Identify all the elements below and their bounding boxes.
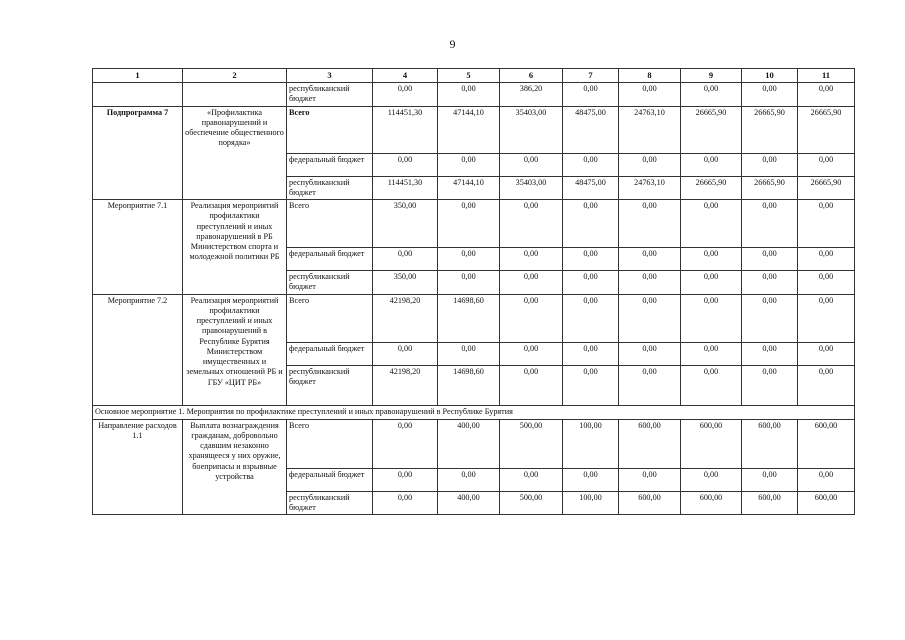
value-cell: 42198,20 (373, 365, 438, 405)
value-cell: 0,00 (798, 271, 855, 295)
table-row (93, 83, 855, 107)
value-cell: 600,00 (619, 419, 681, 468)
value-cell: 0,00 (563, 248, 619, 271)
value-cell: 0,00 (500, 248, 563, 271)
item-name: Мероприятие 7.1 (93, 200, 183, 295)
value-cell: 0,00 (742, 468, 798, 491)
value-cell: 0,00 (563, 153, 619, 176)
value-cell: 0,00 (681, 248, 742, 271)
item-description: «Профилактика правонарушений и обеспечение общественного порядка» (183, 106, 287, 200)
value-cell: 0,00 (619, 365, 681, 405)
value-cell: 0,00 (438, 200, 500, 248)
value-cell: 0,00 (619, 271, 681, 295)
value-cell: 0,00 (798, 83, 855, 107)
table-row (93, 294, 855, 342)
value-cell: 35403,00 (500, 106, 563, 153)
value-cell: 48475,00 (563, 106, 619, 153)
value-cell: 0,00 (438, 468, 500, 491)
value-cell: 0,00 (373, 491, 438, 515)
value-cell: 0,00 (500, 153, 563, 176)
value-cell: 0,00 (500, 365, 563, 405)
value-cell: 600,00 (619, 491, 681, 515)
funding-source: федеральный бюджет (287, 153, 373, 176)
column-header: 9 (681, 69, 742, 83)
value-cell: 24763,10 (619, 106, 681, 153)
value-cell: 0,00 (500, 200, 563, 248)
funding-source: Всего (287, 106, 373, 153)
value-cell: 0,00 (563, 294, 619, 342)
value-cell: 0,00 (500, 271, 563, 295)
value-cell: 400,00 (438, 419, 500, 468)
empty-cell (183, 83, 287, 107)
value-cell: 600,00 (798, 491, 855, 515)
value-cell: 24763,10 (619, 176, 681, 200)
value-cell: 26665,90 (798, 176, 855, 200)
value-cell: 42198,20 (373, 294, 438, 342)
value-cell: 0,00 (798, 468, 855, 491)
column-header: 6 (500, 69, 563, 83)
column-header: 4 (373, 69, 438, 83)
value-cell: 0,00 (742, 342, 798, 365)
value-cell: 386,20 (500, 83, 563, 107)
value-cell: 0,00 (563, 342, 619, 365)
value-cell: 0,00 (500, 468, 563, 491)
column-header: 7 (563, 69, 619, 83)
value-cell: 400,00 (438, 491, 500, 515)
value-cell: 26665,90 (681, 176, 742, 200)
value-cell: 0,00 (619, 294, 681, 342)
section-title-row (93, 405, 855, 419)
funding-source: республиканский бюджет (287, 271, 373, 295)
value-cell: 26665,90 (681, 106, 742, 153)
value-cell: 0,00 (742, 271, 798, 295)
page-number: 9 (449, 37, 456, 51)
value-cell: 0,00 (798, 365, 855, 405)
main-measure-title: Основное мероприятие 1. Мероприятия по профилактике преступлений и иных правонарушений в Республике Бурятия (93, 405, 855, 419)
value-cell: 0,00 (681, 468, 742, 491)
value-cell: 350,00 (373, 271, 438, 295)
item-description: Реализация мероприятий профилактики преступлений и иных правонарушений в РБ Министерством спорта и молодежной политики РБ (183, 200, 287, 295)
funding-source: Всего (287, 200, 373, 248)
value-cell: 0,00 (742, 200, 798, 248)
value-cell: 0,00 (438, 153, 500, 176)
value-cell: 0,00 (438, 342, 500, 365)
value-cell: 600,00 (681, 491, 742, 515)
value-cell: 0,00 (373, 342, 438, 365)
value-cell: 0,00 (681, 294, 742, 342)
column-header: 1 (93, 69, 183, 83)
value-cell: 0,00 (438, 83, 500, 107)
value-cell: 100,00 (563, 491, 619, 515)
table-row (93, 419, 855, 468)
value-cell: 0,00 (742, 153, 798, 176)
value-cell: 0,00 (798, 294, 855, 342)
value-cell: 48475,00 (563, 176, 619, 200)
column-header: 11 (798, 69, 855, 83)
item-description: Реализация мероприятий профилактики преступлений и иных правонарушений в Республике Бурятия Министерством имущественных и земельных отношений РБ и ГБУ «ЦИТ РБ» (183, 294, 287, 405)
value-cell: 0,00 (438, 271, 500, 295)
value-cell: 0,00 (373, 419, 438, 468)
value-cell: 47144,10 (438, 176, 500, 200)
value-cell: 0,00 (681, 271, 742, 295)
value-cell: 26665,90 (742, 176, 798, 200)
value-cell: 0,00 (500, 294, 563, 342)
funding-source: республиканский бюджет (287, 176, 373, 200)
value-cell: 0,00 (619, 468, 681, 491)
value-cell: 600,00 (742, 419, 798, 468)
value-cell: 600,00 (798, 419, 855, 468)
value-cell: 0,00 (563, 365, 619, 405)
item-name: Мероприятие 7.2 (93, 294, 183, 405)
funding-source: республиканский бюджет (287, 365, 373, 405)
value-cell: 0,00 (373, 83, 438, 107)
value-cell: 0,00 (681, 365, 742, 405)
value-cell: 14698,60 (438, 365, 500, 405)
value-cell: 0,00 (563, 83, 619, 107)
column-header: 2 (183, 69, 287, 83)
value-cell: 0,00 (798, 200, 855, 248)
column-header: 8 (619, 69, 681, 83)
value-cell: 0,00 (619, 83, 681, 107)
table-header-row (93, 69, 855, 83)
budget-table (92, 68, 855, 515)
funding-source: Всего (287, 419, 373, 468)
value-cell: 600,00 (681, 419, 742, 468)
value-cell: 14698,60 (438, 294, 500, 342)
item-name: Подпрограмма 7 (93, 106, 183, 200)
table-row (93, 106, 855, 153)
value-cell: 0,00 (742, 83, 798, 107)
value-cell: 100,00 (563, 419, 619, 468)
column-header: 3 (287, 69, 373, 83)
funding-source: республиканский бюджет (287, 491, 373, 515)
value-cell: 600,00 (742, 491, 798, 515)
funding-source: Всего (287, 294, 373, 342)
value-cell: 0,00 (619, 153, 681, 176)
value-cell: 0,00 (373, 468, 438, 491)
value-cell: 0,00 (742, 294, 798, 342)
value-cell: 0,00 (681, 200, 742, 248)
value-cell: 0,00 (373, 248, 438, 271)
funding-source: федеральный бюджет (287, 468, 373, 491)
value-cell: 0,00 (619, 200, 681, 248)
value-cell: 0,00 (563, 468, 619, 491)
value-cell: 47144,10 (438, 106, 500, 153)
value-cell: 0,00 (798, 153, 855, 176)
funding-source: федеральный бюджет (287, 248, 373, 271)
funding-source: республиканский бюджет (287, 83, 373, 107)
value-cell: 35403,00 (500, 176, 563, 200)
table-row (93, 200, 855, 248)
column-header: 5 (438, 69, 500, 83)
value-cell: 500,00 (500, 419, 563, 468)
value-cell: 0,00 (742, 365, 798, 405)
value-cell: 0,00 (563, 271, 619, 295)
value-cell: 114451,30 (373, 176, 438, 200)
empty-cell (93, 83, 183, 107)
value-cell: 500,00 (500, 491, 563, 515)
item-name: Направление расходов 1.1 (93, 419, 183, 515)
value-cell: 0,00 (798, 342, 855, 365)
funding-source: федеральный бюджет (287, 342, 373, 365)
column-header: 10 (742, 69, 798, 83)
value-cell: 26665,90 (798, 106, 855, 153)
value-cell: 0,00 (798, 248, 855, 271)
value-cell: 0,00 (563, 200, 619, 248)
value-cell: 0,00 (681, 342, 742, 365)
value-cell: 350,00 (373, 200, 438, 248)
value-cell: 0,00 (619, 248, 681, 271)
value-cell: 0,00 (500, 342, 563, 365)
value-cell: 114451,30 (373, 106, 438, 153)
value-cell: 0,00 (681, 83, 742, 107)
value-cell: 26665,90 (742, 106, 798, 153)
value-cell: 0,00 (681, 153, 742, 176)
value-cell: 0,00 (373, 153, 438, 176)
item-description: Выплата вознаграждения гражданам, добровольно сдавшим незаконно хранящееся у них оружие, боеприпасы и взрывные устройства (183, 419, 287, 515)
value-cell: 0,00 (742, 248, 798, 271)
value-cell: 0,00 (438, 248, 500, 271)
value-cell: 0,00 (619, 342, 681, 365)
